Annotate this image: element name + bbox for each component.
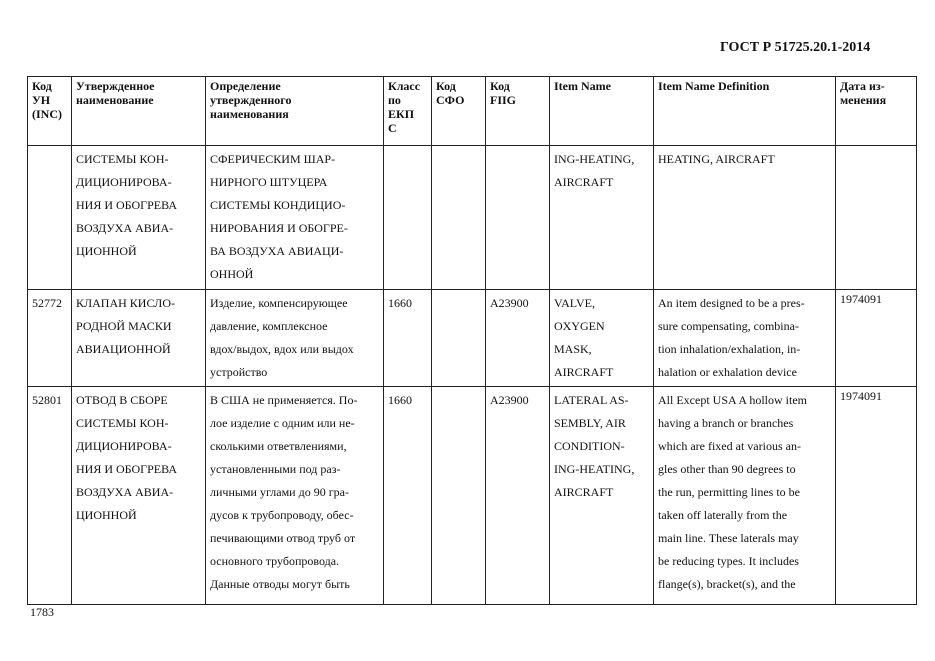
cell-sfo [432,290,486,387]
cell-line: основного трубопровода. [210,554,340,568]
cell-line: AIRCRAFT [554,485,614,499]
cell-sfo [432,387,486,605]
table-row [28,290,917,387]
cell-line: MASK, [554,342,592,356]
cell-line: taken off laterally from the [658,508,788,522]
cell-fiig [486,146,550,290]
cell-line: НИРНОГО ШТУЦЕРА [210,175,328,189]
cell-line: the run, permitting lines to be [658,485,800,499]
cell-item-def [654,387,836,605]
cell-line: НИРОВАНИЯ И ОБОГРЕ- [210,221,348,235]
cell-line: An item designed to be a pres- [658,296,805,310]
header-col-item-def [654,77,836,146]
header-col-definition [206,77,384,146]
table-row [28,146,917,290]
cell-value: 1660 [388,296,412,310]
cell-definition [206,146,384,290]
cell-line: be reducing types. It includes [658,554,799,568]
header-line: FIIG [490,93,517,107]
table-row [28,387,917,605]
header-line: Код [490,79,510,93]
header-line: Item Name [554,79,611,93]
header-line: С [388,121,397,135]
header-line: наименования [210,107,289,121]
cell-date [836,387,917,605]
cell-item-def [654,146,836,290]
cell-value: A23900 [490,296,529,310]
cell-line: личными углами до 90 гра- [210,485,349,499]
cell-line: устройство [210,365,268,379]
cell-line: КЛАПАН КИСЛО- [76,296,175,310]
cell-line: sure compensating, combina- [658,319,799,333]
header-col-inc [28,77,72,146]
cell-item-def [654,290,836,387]
table-header-row [28,77,917,146]
header-col-sfo [432,77,486,146]
cell-sfo [432,146,486,290]
cell-line: установленными под раз- [210,462,341,476]
cell-date [836,290,917,387]
cell-line: СФЕРИЧЕСКИМ ШАР- [210,152,336,166]
cell-value: 1974091 [840,292,882,306]
header-col-class [384,77,432,146]
header-line: Класс [388,79,421,93]
cell-fiig [486,290,550,387]
cell-value: 1660 [388,393,412,407]
cell-value: 52801 [32,393,62,407]
cell-line: AIRCRAFT [554,175,614,189]
header-col-item-name [550,77,654,146]
cell-line: LATERAL AS- [554,393,629,407]
cell-line: АВИАЦИОННОЙ [76,342,171,356]
header-col-fiig [486,77,550,146]
cell-line: ЦИОННОЙ [76,508,137,522]
cell-line: дусов к трубопроводу, обес- [210,508,354,522]
data-table [27,76,917,605]
cell-inc [28,146,72,290]
cell-line: СИСТЕМЫ КОНДИЦИО- [210,198,346,212]
cell-name [72,146,206,290]
cell-line: вдох/выдох, вдох или выдох [210,342,354,356]
cell-line: main line. These laterals may [658,531,799,545]
cell-fiig [486,387,550,605]
cell-line: All Except USA A hollow item [658,393,807,407]
cell-line: сколькими ответвлениями, [210,439,347,453]
header-line: Дата из- [840,79,885,93]
cell-class [384,146,432,290]
cell-name [72,387,206,605]
cell-line: SEMBLY, AIR [554,416,626,430]
cell-line: ДИЦИОНИРОВА- [76,439,172,453]
cell-line: НИЯ И ОБОГРЕВА [76,198,177,212]
cell-definition [206,290,384,387]
cell-line: давление, комплексное [210,319,328,333]
cell-line: which are fixed at various an- [658,439,801,453]
header-line: по [388,93,401,107]
cell-line: РОДНОЙ МАСКИ [76,319,172,333]
cell-line: СИСТЕМЫ КОН- [76,152,169,166]
header-line: Определение [210,79,281,93]
cell-name [72,290,206,387]
cell-value: A23900 [490,393,529,407]
cell-line: НИЯ И ОБОГРЕВА [76,462,177,476]
cell-line: Изделие, компенсирующее [210,296,348,310]
cell-line: ВОЗДУХА АВИА- [76,221,174,235]
header-line: Код [32,79,52,93]
cell-line: gles other than 90 degrees to [658,462,796,476]
cell-line: CONDITION- [554,439,625,453]
header-line: Код [436,79,456,93]
header-line: Item Name Definition [658,79,770,93]
cell-line: СИСТЕМЫ КОН- [76,416,169,430]
cell-line: ОТВОД В СБОРЕ [76,393,168,407]
cell-inc [28,290,72,387]
cell-line: tion inhalation/exhalation, in- [658,342,801,356]
cell-line: having a branch or branches [658,416,794,430]
header-line: наименование [76,93,154,107]
cell-item-name [550,387,654,605]
cell-line: flange(s), bracket(s), and the [658,577,796,591]
cell-definition [206,387,384,605]
header-line: Утвержденное [76,79,155,93]
header-line: УН [32,93,51,107]
header-col-date [836,77,917,146]
header-col-name [72,77,206,146]
standard-code: ГОСТ Р 51725.20.1-2014 [720,40,871,55]
cell-value: 1974091 [840,389,882,403]
cell-class [384,290,432,387]
cell-item-name [550,290,654,387]
cell-line: печивающими отвод труб от [210,531,356,545]
header-line: (INC) [32,107,62,121]
header-line: утвержденного [210,93,292,107]
cell-line: ING-HEATING, [554,152,635,166]
cell-line: ВОЗДУХА АВИА- [76,485,174,499]
header-line: ЕКП [388,107,415,121]
cell-line: лое изделие с одним или не- [210,416,355,430]
cell-line: VALVE, [554,296,596,310]
cell-line: ДИЦИОНИРОВА- [76,175,172,189]
cell-line: HEATING, AIRCRAFT [658,152,775,166]
cell-line: В США не применяется. По- [210,393,358,407]
page-number: 1783 [30,605,54,619]
cell-date [836,146,917,290]
cell-line: OXYGEN [554,319,605,333]
cell-line: ING-HEATING, [554,462,635,476]
cell-item-name [550,146,654,290]
cell-line: halation or exhalation device [658,365,797,379]
header-line: менения [840,93,887,107]
cell-line: Данные отводы могут быть [210,577,350,591]
cell-value: 52772 [32,296,62,310]
header-line: СФО [436,93,465,107]
cell-inc [28,387,72,605]
cell-line: ВА ВОЗДУХА АВИАЦИ- [210,244,344,258]
cell-line: AIRCRAFT [554,365,614,379]
cell-line: ОННОЙ [210,267,254,281]
cell-line: ЦИОННОЙ [76,244,137,258]
cell-class [384,387,432,605]
